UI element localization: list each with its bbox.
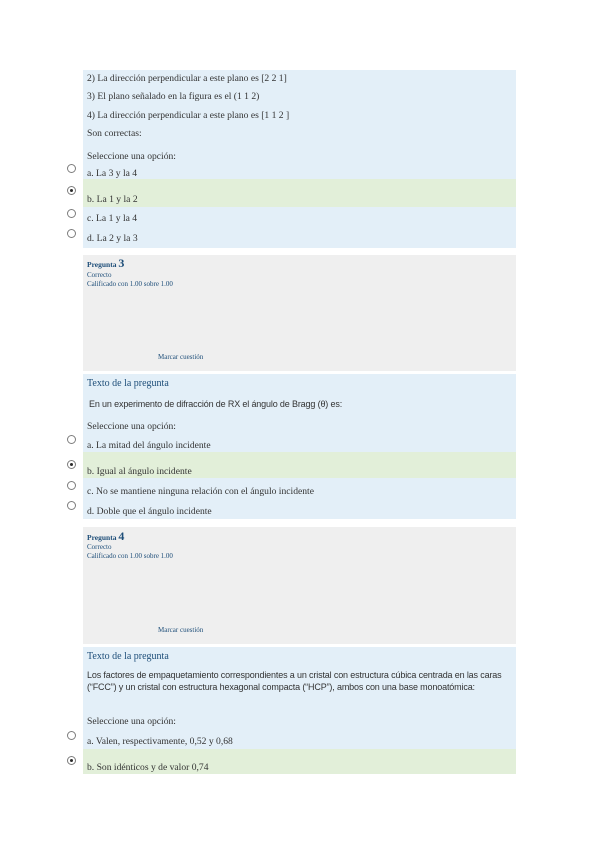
q2-option-c-label[interactable]: c. La 1 y la 4 [87, 213, 138, 224]
q3-label: Pregunta [87, 260, 117, 269]
q3-option-d-label[interactable]: d. Doble que el ángulo incidente [87, 506, 212, 517]
q2-statement-3: 3) El plano señalado en la figura es el (1 1 2) [87, 91, 260, 102]
q4-status: Correcto [87, 543, 112, 551]
q2-statement-2: 2) La dirección perpendicular a este plano es [2 2 1] [87, 73, 287, 84]
q2-prompt: Seleccione una opción: [87, 151, 176, 162]
q2-option-b-label[interactable]: b. La 1 y la 2 [87, 194, 138, 205]
q2-option-b-radio[interactable] [67, 186, 76, 195]
q3-option-b-radio[interactable] [67, 460, 76, 469]
q3-header [87, 256, 124, 271]
q4-header [87, 529, 124, 544]
q2-option-a-label[interactable]: a. La 3 y la 4 [87, 168, 138, 179]
q3-option-c-label[interactable]: c. No se mantiene ninguna relación con el ángulo incidente [87, 486, 314, 497]
q3-number: 3 [118, 256, 125, 270]
q2-option-d-radio[interactable] [67, 229, 76, 238]
q3-prompt: Seleccione una opción: [87, 421, 176, 432]
q3-option-d-radio[interactable] [67, 501, 76, 510]
q3-option-a-label[interactable]: a. La mitad del ángulo incidente [87, 440, 211, 451]
q2-option-a-radio[interactable] [67, 164, 76, 173]
q3-flag-link[interactable]: Marcar cuestión [158, 353, 204, 361]
q4-question: Los factores de empaquetamiento correspondientes a un cristal con estructura cúbica centrada en las caras (“FCC”) y un cristal con estructura hexagonal compacta (“HCP”), ambos con una base monoatómica: [87, 670, 502, 692]
q2-options-area [83, 207, 516, 248]
q4-prompt: Seleccione una opción: [87, 716, 176, 727]
q3-option-c-radio[interactable] [67, 481, 76, 490]
q3-option-b-label[interactable]: b. Igual al ángulo incidente [87, 466, 192, 477]
q3-option-a-radio[interactable] [67, 435, 76, 444]
q3-section-title: Texto de la pregunta [87, 378, 169, 389]
q2-option-d-label[interactable]: d. La 2 y la 3 [87, 233, 138, 244]
q2-statement-4: 4) La dirección perpendicular a este plano es [1 1 2 ] [87, 110, 290, 121]
q2-option-c-radio[interactable] [67, 209, 76, 218]
q4-option-a-label[interactable]: a. Valen, respectivamente, 0,52 y 0,68 [87, 736, 233, 747]
q2-option-b-row [83, 179, 516, 207]
q4-option-b-label[interactable]: b. Son idénticos y de valor 0,74 [87, 762, 209, 773]
q2-son-correctas: Son correctas: [87, 128, 142, 139]
q4-option-a-radio[interactable] [67, 731, 76, 740]
q4-grade: Calificado con 1.00 sobre 1.00 [87, 552, 173, 560]
q3-question: En un experimento de difracción de RX el ángulo de Bragg (θ) es: [89, 399, 343, 409]
q4-info-panel [83, 527, 516, 644]
q3-status: Correcto [87, 271, 112, 279]
q3-grade: Calificado con 1.00 sobre 1.00 [87, 280, 173, 288]
q4-section-title: Texto de la pregunta [87, 651, 169, 662]
q4-option-b-radio[interactable] [67, 756, 76, 765]
q4-label: Pregunta [87, 533, 117, 542]
q4-number: 4 [118, 529, 125, 543]
q4-flag-link[interactable]: Marcar cuestión [158, 626, 204, 634]
q3-info-panel [83, 255, 516, 371]
